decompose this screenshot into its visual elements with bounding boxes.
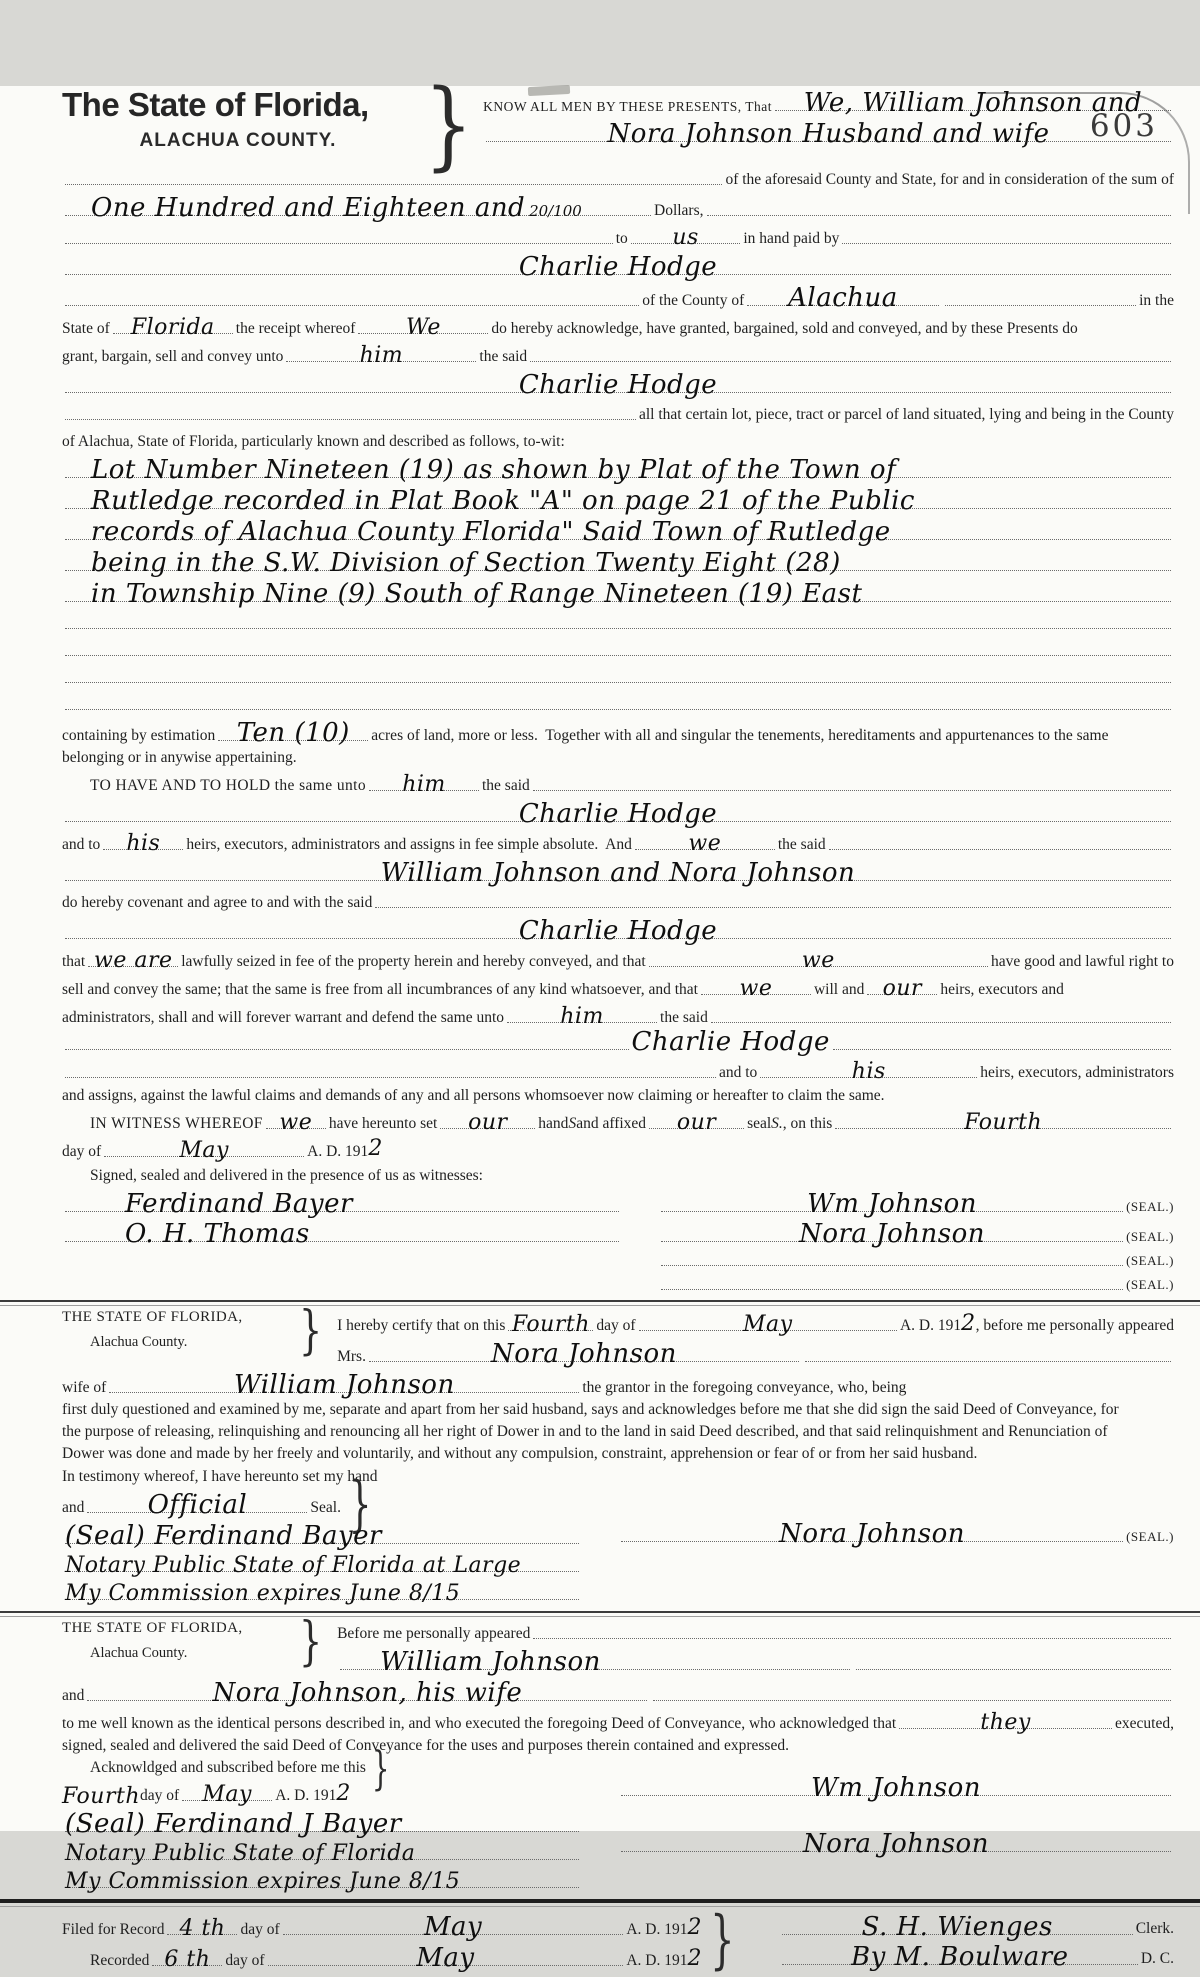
notary1-state: THE STATE OF FLORIDA,: [62, 1309, 243, 1325]
dotted-blank: [829, 849, 1171, 850]
and-text: and: [62, 1686, 85, 1704]
mrs-text: Mrs.: [337, 1347, 366, 1365]
signed-line: [62, 1163, 1174, 1187]
grantee-name: Charlie Hodge: [631, 1026, 830, 1057]
of-county-text: of the County of: [642, 291, 745, 309]
and-wife-line: [62, 1676, 1174, 1707]
month-handwriting: May: [202, 1782, 252, 1807]
grantor2-ack-signature: Nora Johnson: [803, 1829, 989, 1859]
dotted-blank: [856, 1669, 1171, 1670]
and-affixed-text: and affixed: [576, 1114, 647, 1132]
our-handwriting: our: [676, 1110, 717, 1135]
deputy-clerk-signature: By M. Boulware: [850, 1942, 1069, 1972]
day-handwriting: Fourth: [511, 1312, 590, 1337]
heirs-line: [62, 828, 1174, 856]
on-this-text: , on this: [782, 1114, 833, 1132]
notary1-brace: }: [298, 1301, 323, 1361]
notary1-signature: (Seal) Ferdinand Bayer: [65, 1521, 382, 1551]
sell-line: [62, 973, 1174, 1001]
grantee-name: Charlie Hodge: [518, 799, 718, 829]
grantee-line: [62, 914, 1174, 945]
belonging-line: [62, 747, 1174, 769]
described-text: of Alachua, State of Florida, particularly known and described as follows, to-wit:: [62, 432, 565, 450]
described-line: [62, 426, 1174, 453]
notary1-left: [62, 1465, 582, 1606]
dotted-blank: [65, 709, 1171, 710]
his-handwriting: his: [126, 831, 161, 856]
dollars-text: Dollars,: [654, 201, 704, 219]
grantors-handwriting-1: We, William Johnson and: [803, 88, 1143, 118]
witness2-signature: O. H. Thomas: [125, 1219, 310, 1249]
description-line: [62, 484, 1174, 515]
grant-line: [62, 340, 1174, 368]
amount-handwriting: One Hundred and Eighteen and: [91, 193, 526, 223]
receipt-text: the receipt whereof: [235, 319, 356, 337]
payer-name: Charlie Hodge: [518, 252, 718, 282]
our-handwriting: our: [882, 976, 923, 1001]
year-handwriting: 2: [961, 1311, 976, 1337]
will-and-text: will and: [813, 980, 865, 998]
dotted-blank: [65, 682, 1171, 683]
dotted-blank: [65, 1049, 629, 1050]
date-line: [62, 1135, 1174, 1163]
ack-brace: }: [371, 1741, 390, 1795]
have-set-text: have hereunto set: [328, 1114, 438, 1132]
description-handwriting: in Township Nine (9) South of Range Nineteen (19) East: [91, 579, 863, 609]
grantee-line: [62, 797, 1174, 828]
record-left: [62, 1910, 702, 1972]
us-handwriting: us: [672, 225, 699, 250]
grantors-handwriting-2: Nora Johnson Husband and wife: [607, 119, 1050, 149]
dotted-blank: [533, 790, 1171, 791]
state-handwriting: Florida: [130, 315, 215, 340]
known1-text: to me well known as the identical persons described in, and who executed the foregoing Deed of Conveyance, who acknowledged that: [62, 1714, 897, 1732]
seal-label: (SEAL.): [1126, 1277, 1174, 1293]
name1-handwriting: William Johnson: [380, 1647, 601, 1677]
deputy-clerk-label: D. C.: [1140, 1949, 1174, 1967]
dotted-blank: [661, 1289, 1123, 1290]
covenant-line: [62, 887, 1174, 914]
grantor1-ack-signature: Wm Johnson: [811, 1773, 981, 1803]
we-are-handwriting: we are: [94, 948, 173, 973]
notary1-body-1: first duly questioned and examined by me, separate and apart from her said husband, says and acknowledges before me that she did sign the said Deed of Conveyance, for: [62, 1401, 1119, 1418]
testimony-brace: }: [348, 1469, 372, 1539]
aforesaid-text: of the aforesaid County and State, for and in consideration of the sum of: [725, 170, 1174, 188]
ad-text: A. D. 191: [626, 1920, 688, 1938]
containing-text: containing by estimation: [62, 726, 216, 744]
recorded-text: Recorded: [90, 1951, 150, 1969]
the-said-text: the said: [481, 776, 530, 794]
recorded-month-handwriting: May: [416, 1943, 475, 1973]
right-to-text: have good and lawful right to: [991, 952, 1174, 970]
wife-of-line: [62, 1368, 1174, 1399]
notary2-county: Alachua County.: [90, 1645, 188, 1661]
we-handwriting: We: [406, 315, 441, 340]
know-all-text: KNOW ALL MEN BY THESE PRESENTS, That: [483, 98, 772, 114]
notary1-title: Notary Public State of Florida at Large: [65, 1553, 522, 1578]
empty-rule-line: [62, 689, 1174, 716]
seal-label: (SEAL.): [1126, 1199, 1174, 1215]
to-have-line: [62, 769, 1174, 797]
certify-text: I hereby certify that on this: [337, 1316, 506, 1334]
assigns-text: and assigns, against the lawful claims and demands of any and all persons whomsoever now claiming or hereafter to claim the same.: [62, 1086, 885, 1104]
dotted-blank: [530, 361, 1171, 362]
seized-line: [62, 945, 1174, 973]
description-handwriting: records of Alachua County Florida" Said Town of Rutledge: [91, 517, 891, 547]
all-that-text: all that certain lot, piece, tract or parcel of land situated, lying and being in the County: [638, 405, 1174, 423]
notary2-appeared-block: [337, 1620, 1174, 1676]
and-text: and: [62, 1498, 85, 1516]
filed-day-handwriting: 4 th: [179, 1916, 226, 1941]
grantors-line: [62, 856, 1174, 887]
seal-s-text: S.: [771, 1114, 783, 1132]
dotted-blank: [65, 305, 639, 306]
header-right: [483, 86, 1174, 148]
that-text: that: [62, 952, 86, 970]
dotted-blank: [375, 907, 1171, 908]
amount-fraction: 20/100: [529, 202, 582, 220]
grantor-text: the grantor in the foregoing conveyance, who, being: [582, 1378, 907, 1396]
dotted-blank: [707, 215, 1171, 216]
county-handwriting: Alachua: [788, 283, 898, 313]
day-of-text: day of: [225, 1951, 265, 1969]
empty-rule-line: [62, 608, 1174, 635]
day-of-text: day of: [140, 1786, 180, 1804]
him-handwriting: him: [402, 772, 446, 797]
seal-label: (SEAL.): [1126, 1253, 1174, 1269]
grantee-name: Charlie Hodge: [518, 916, 718, 946]
section-divider: [0, 1300, 1200, 1306]
day-of-text: day of: [62, 1142, 102, 1160]
description-line: [62, 546, 1174, 577]
grantor2-signature: Nora Johnson: [799, 1219, 985, 1249]
county-line: [62, 281, 1174, 312]
ad-text: A. D. 191: [307, 1142, 369, 1160]
record-block: [62, 1903, 1174, 1977]
record-right: [779, 1910, 1174, 1970]
dotted-blank: [65, 655, 1171, 656]
and-to-his-line: [62, 1056, 1174, 1084]
they-handwriting: they: [980, 1710, 1031, 1735]
state-of-text: State of: [62, 319, 110, 337]
executed-text: executed,: [1115, 1714, 1174, 1732]
notary1-state-block: [62, 1309, 294, 1351]
deed-content: [0, 69, 1200, 1977]
year-handwriting: 2: [368, 1136, 383, 1162]
grantee-line: [62, 368, 1174, 399]
page-number: 603: [1089, 108, 1158, 144]
notary2-signature: (Seal) Ferdinand J Bayer: [65, 1809, 402, 1839]
known2-text: signed, sealed and delivered the said Deed of Conveyance for the uses and purposes therein contained and expressed.: [62, 1736, 789, 1754]
recorded-day-handwriting: 6 th: [164, 1947, 211, 1972]
day-handwriting: Fourth: [964, 1110, 1043, 1135]
notary2-state-block: [62, 1620, 294, 1662]
header-left: [62, 86, 414, 152]
notary1-county: Alachua County.: [90, 1334, 188, 1350]
record-brace: }: [710, 1903, 735, 1977]
name2-handwriting: Nora Johnson, his wife: [212, 1678, 523, 1708]
description-line: [62, 577, 1174, 608]
heirs2-text: heirs, executors, administrators: [980, 1063, 1174, 1081]
wife-of-text: wife of: [62, 1378, 107, 1396]
description-handwriting: being in the S.W. Division of Section Twenty Eight (28): [91, 548, 841, 578]
seized-text: lawfully seized in fee of the property herein and hereby conveyed, and that: [181, 952, 646, 970]
acres-text: acres of land, more or less. Together with all and singular the tenements, hereditaments and appurtenances to the same: [371, 726, 1109, 744]
assigns-line: [62, 1084, 1174, 1107]
seal-text: seal: [747, 1114, 772, 1132]
header-brace: }: [424, 69, 473, 181]
belonging-text: belonging or in anywise appertaining.: [62, 748, 297, 766]
him-handwriting: him: [560, 1004, 604, 1029]
seal-word-text: Seal.: [310, 1498, 341, 1516]
empty-rule-line: [62, 635, 1174, 662]
description-line: [62, 453, 1174, 484]
grantee-name: Charlie Hodge: [518, 370, 718, 400]
signed-text: Signed, sealed and delivered in the presence of us as witnesses:: [90, 1166, 483, 1184]
ad-text: A. D. 191: [899, 1316, 962, 1334]
aforesaid-line: [62, 164, 1174, 191]
acknowledged-text: Acknowldged and subscribed before me this: [90, 1758, 366, 1776]
witness-signatures: [62, 1187, 622, 1295]
notary2-commission: My Commission expires June 8/15: [65, 1869, 461, 1894]
to-text: to: [615, 229, 628, 247]
deed-record-page: [0, 69, 1200, 1977]
dotted-blank: [945, 305, 1136, 306]
our-handwriting: our: [468, 1110, 508, 1135]
we-handwriting: we: [801, 948, 835, 973]
and-to-text: and to: [62, 835, 101, 853]
in-the-text: in the: [1139, 291, 1174, 309]
notary2-header: [62, 1612, 1174, 1677]
testimony-text: In testimony whereof, I have hereunto set my hand: [62, 1467, 378, 1485]
dotted-blank: [653, 1700, 1171, 1701]
grantee-line: [62, 1026, 1174, 1057]
wife-name-handwriting: Nora Johnson: [491, 1339, 677, 1369]
his-handwriting: his: [851, 1059, 886, 1084]
dotted-blank: [65, 1077, 716, 1078]
grantor1-signature: Wm Johnson: [807, 1189, 978, 1219]
the-said-text: the said: [479, 347, 528, 365]
ad-text: A. D. 191: [275, 1786, 337, 1804]
in-witness-text: IN WITNESS WHEREOF: [90, 1114, 263, 1132]
him-handwriting: him: [359, 343, 404, 368]
dotted-blank: [533, 1638, 1171, 1639]
notary1-right: [618, 1465, 1174, 1606]
day-handwriting: Fourth: [62, 1784, 141, 1810]
before-text: Before me personally appeared: [337, 1624, 531, 1642]
state-title: The State of Florida,: [62, 86, 369, 123]
month-handwriting: May: [742, 1312, 793, 1337]
description-handwriting: Lot Number Nineteen (19) as shown by Plat of the Town of: [91, 455, 897, 485]
signature-area: [62, 1187, 1174, 1295]
year-handwriting: 2: [336, 1781, 351, 1807]
clerk-label: Clerk.: [1135, 1919, 1174, 1937]
we-handwriting: we: [279, 1110, 313, 1135]
witness1-signature: Ferdinand Bayer: [125, 1189, 353, 1219]
in-witness-line: [62, 1107, 1174, 1135]
known2-line: [62, 1735, 1174, 1757]
dotted-blank: [711, 1022, 1171, 1023]
filed-month-handwriting: May: [423, 1912, 483, 1942]
dotted-blank: [842, 243, 1171, 244]
in-hand-line: [62, 222, 1174, 250]
grant-text: grant, bargain, sell and convey unto: [62, 347, 284, 365]
filed-text: Filed for Record: [62, 1920, 165, 1938]
filed-year-handwriting: 2: [687, 1915, 702, 1941]
notary2-brace: }: [298, 1612, 323, 1672]
husband-name-handwriting: William Johnson: [233, 1370, 455, 1400]
grantor-signatures: [658, 1187, 1174, 1295]
notary2-right: [618, 1757, 1174, 1894]
covenant-text: do hereby covenant and agree to and with the said: [62, 893, 373, 911]
heirs-text: heirs, executors, administrators and assigns in fee simple absolute. And: [186, 835, 632, 853]
all-that-line: [62, 399, 1174, 426]
notary1-certify-block: [337, 1309, 1174, 1368]
hand-s-text: S: [568, 1114, 577, 1132]
dotted-blank: [833, 1049, 1171, 1050]
containing-line: [62, 716, 1174, 747]
day-of-text: day of: [596, 1316, 636, 1334]
seal-label: (SEAL.): [1126, 1229, 1174, 1245]
hand-text: hand: [538, 1114, 569, 1132]
admins-line: [62, 1001, 1174, 1029]
recorded-year-handwriting: 2: [687, 1946, 702, 1972]
county-title: ALACHUA COUNTY.: [139, 130, 337, 151]
dotted-blank: [661, 1265, 1123, 1266]
state-receipt-line: [62, 312, 1174, 340]
the-said-text: the said: [660, 1008, 708, 1026]
empty-rule-line: [62, 662, 1174, 689]
amount-line: [62, 191, 1174, 222]
the-said-text: the said: [777, 835, 826, 853]
acres-handwriting: Ten (10): [236, 718, 350, 748]
notary1-commission: My Commission expires June 8/15: [65, 1581, 461, 1606]
in-hand-text: in hand paid by: [743, 229, 840, 247]
dotted-blank: [65, 184, 722, 185]
known-line: [62, 1707, 1174, 1735]
grantors-names: William Johnson and Nora Johnson: [380, 858, 856, 888]
dotted-blank: [65, 628, 1171, 629]
notary1-body-3: Dower was done and made by her freely and voluntarily, and without any compulsion, constraint, apprehension or fear of or from her said husband.: [62, 1445, 978, 1462]
payer-line: [62, 250, 1174, 281]
to-have-text: TO HAVE AND TO HOLD the same unto: [90, 776, 366, 794]
dotted-blank: [805, 1361, 1171, 1362]
heirs-and-text: heirs, executors and: [940, 980, 1064, 998]
description-line: [62, 515, 1174, 546]
notary1-body-2: the purpose of releasing, relinquishing and renouncing all her right of Dower in and to the land in said Deed described, and that said relinquishment and Renunciation of: [62, 1423, 1108, 1440]
month-handwriting: May: [179, 1138, 229, 1163]
before-text: , before me personally appeared: [975, 1316, 1174, 1334]
we-handwriting: we: [688, 831, 722, 856]
seal-label: (SEAL.): [1126, 1529, 1174, 1545]
and-to-text: and to: [718, 1063, 758, 1081]
clerk-signature: S. H. Wienges: [861, 1912, 1053, 1942]
we-handwriting: we: [739, 976, 773, 1001]
official-handwriting: Official: [147, 1490, 248, 1520]
section-divider: [0, 1899, 1200, 1907]
notary2-title: Notary Public State of Florida: [65, 1841, 416, 1866]
notary1-header: [62, 1301, 1174, 1369]
sell-text: sell and convey the same; that the same is free from all incumbrances of any kind whatsoever, and that: [62, 980, 698, 998]
dotted-blank: [65, 243, 613, 244]
description-handwriting: Rutledge recorded in Plat Book "A" on page 21 of the Public: [91, 486, 915, 516]
notary2-state: THE STATE OF FLORIDA,: [62, 1620, 243, 1636]
dotted-blank: [65, 419, 636, 420]
notary1-seal-area: [62, 1465, 1174, 1606]
ad-text: A. D. 191: [626, 1951, 688, 1969]
acknowledge-text: do hereby acknowledge, have granted, bargained, sold and conveyed, and by these Presents do: [491, 319, 1078, 337]
section-divider: [0, 1611, 1200, 1617]
admins-text: administrators, shall and will forever warrant and defend the same unto: [62, 1008, 505, 1026]
dower-signature: Nora Johnson: [779, 1519, 965, 1549]
day-of-text: day of: [240, 1920, 280, 1938]
